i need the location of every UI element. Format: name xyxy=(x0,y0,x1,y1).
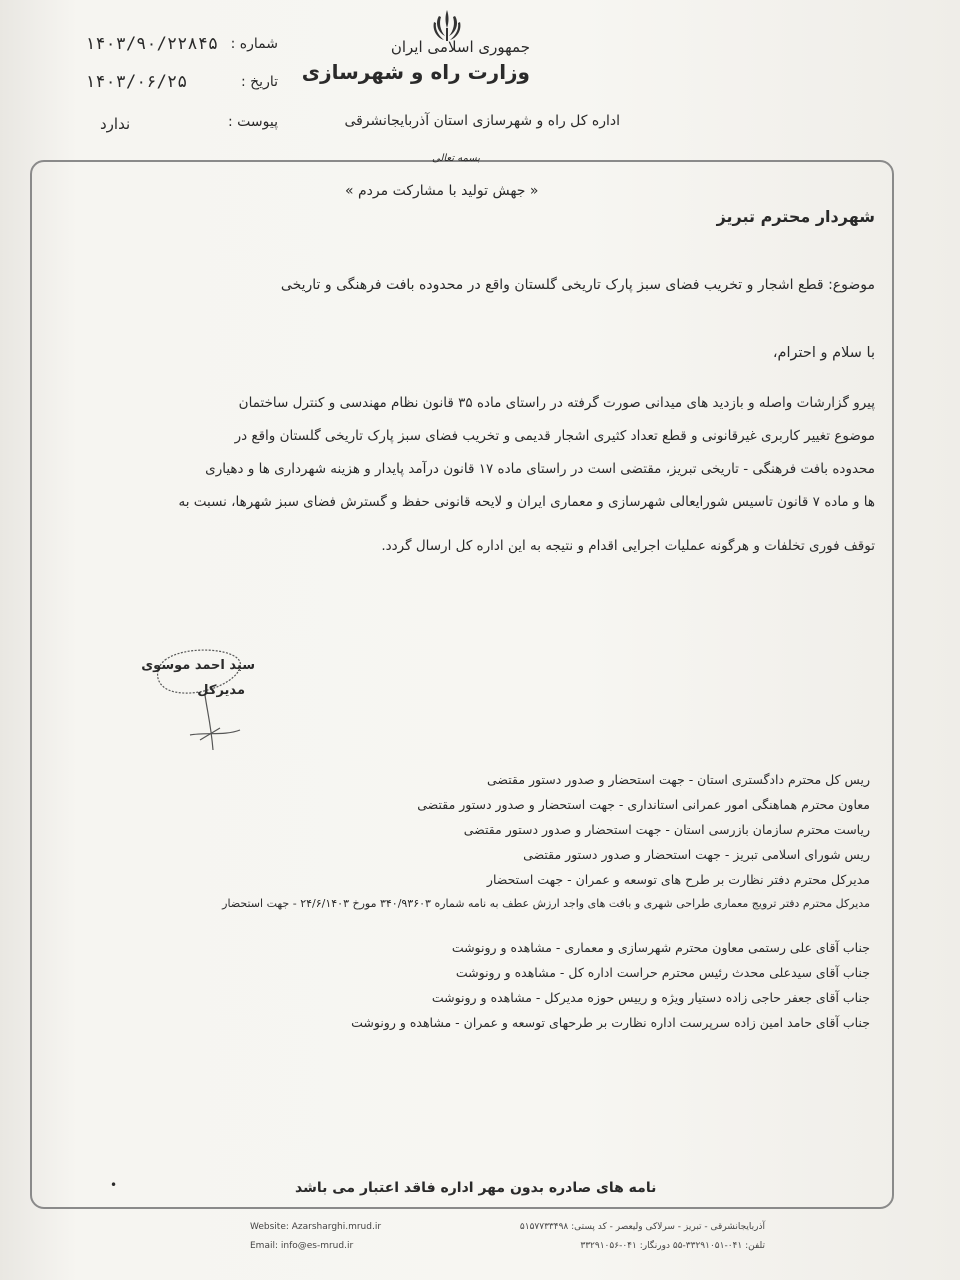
cc-line: جناب آقای حامد امین زاده سرپرست اداره نظارت بر طرحهای توسعه و عمران - مشاهده و رونوشت xyxy=(351,1015,870,1030)
footer-phone: تلفن: ۰۴۱-۳۳۲۹۱۰۵۱-۵۵ دورنگار: ۰۴۱-۳۳۲۹۱۰۵۶ xyxy=(580,1241,765,1251)
footer-address: آذربایجانشرقی - تبریز - سرلاکی ولیعصر - کد پستی: ۵۱۵۷۷۳۳۴۹۸ xyxy=(519,1222,765,1232)
footer-email: Email: info@es-mrud.ir xyxy=(250,1241,354,1251)
footer-website: Website: Azarsharghi.mrud.ir xyxy=(250,1222,382,1232)
cc-line: جناب آقای سیدعلی محدث رئیس محترم حراست اداره کل - مشاهده و رونوشت xyxy=(455,965,870,980)
bismillah: بسمه تعالی xyxy=(432,153,481,164)
signer-name: سید احمد موسوی xyxy=(141,658,255,673)
cc-line: مدیرکل محترم دفتر نظارت بر طرح های توسعه و عمران - جهت استحضار xyxy=(486,872,870,887)
cc-line: جناب آقای جعفر حاجی زاده دستیار ویژه و رییس حوزه مدیرکل - مشاهده و رونوشت xyxy=(431,990,870,1005)
addressee: شهردار محترم تبریز xyxy=(716,207,875,226)
cc-line: معاون محترم هماهنگی امور عمرانی استانداری - جهت استحضار و صدور دستور مقتضی xyxy=(417,797,870,812)
body-line: ها و ماده ۷ قانون تاسیس شورایعالی شهرسازی و معماری ایران و لایحه قانونی حفظ و گسترش فضای سبز شهرها، نسبت به xyxy=(178,494,875,510)
body-line: پیرو گزارشات واصله و بازدید های میدانی صورت گرفته در راستای ماده ۳۵ قانون نظام مهندسی و کنترل ساختمان xyxy=(238,395,875,411)
number-label: شماره : xyxy=(230,36,278,52)
attachment-label: پیوست : xyxy=(228,114,278,130)
cc-line: ریس کل محترم دادگستری استان - جهت استحضار و صدور دستور مقتضی xyxy=(486,772,870,787)
footer-dot: • xyxy=(110,1178,118,1192)
republic-title: جمهوری اسلامی ایران xyxy=(390,38,530,56)
attachment-value: ندارد xyxy=(100,115,131,133)
number-value: ۱۴۰۳/۹۰/۲۲۸۴۵ xyxy=(85,34,219,54)
cc-line: ریس شورای اسلامی تبریز - جهت استحضار و صدور دستور مقتضی xyxy=(523,847,870,862)
cc-line: جناب آقای علی رستمی معاون محترم شهرسازی و معماری - مشاهده و رونوشت xyxy=(451,940,870,955)
cc-line: مدیرکل محترم دفتر ترویج معماری طراحی شهری و بافت های واجد ارزش عطف به نامه شماره ۳۴۰/۹۳۶۰۳ مورخ ۲۴/۶/۱۴۰۳ - جهت استحضار xyxy=(222,897,870,910)
footer-note: نامه های صادره بدون مهر اداره فاقد اعتبار می باشد xyxy=(295,1180,657,1196)
subject: موضوع: قطع اشجار و تخریب فضای سبز پارک تاریخی گلستان واقع در محدوده بافت فرهنگی و تاریخی xyxy=(280,277,875,293)
body-line: توقف فوری تخلفات و هرگونه عملیات اجرایی اقدام و نتیجه به این اداره کل ارسال گردد. xyxy=(381,538,875,554)
date-label: تاریخ : xyxy=(240,74,278,90)
signer-title: مدیرکل xyxy=(197,683,245,698)
greeting: با سلام و احترام، xyxy=(772,345,875,361)
body-line: موضوع تغییر کاربری غیرقانونی و قطع تعداد کثیری اشجار قدیمی و تخریب فضای سبز پارک تاریخی گلستان واقع در xyxy=(234,428,875,444)
slogan: « جهش تولید با مشارکت مردم » xyxy=(345,183,539,199)
date-value: ۱۴۰۳/۰۶/۲۵ xyxy=(85,72,188,92)
ministry-title: وزارت راه و شهرسازی xyxy=(301,60,530,84)
body-line: محدوده بافت فرهنگی - تاریخی تبریز، مقتضی است در راستای ماده ۱۷ قانون درآمد پایدار و هزینه شهرداری ها و دهیاری xyxy=(205,461,875,477)
cc-line: ریاست محترم سازمان بازرسی استان - جهت استحضار و صدور دستور مقتضی xyxy=(463,822,870,837)
office-title: اداره کل راه و شهرسازی استان آذربایجانشرقی xyxy=(344,113,620,129)
